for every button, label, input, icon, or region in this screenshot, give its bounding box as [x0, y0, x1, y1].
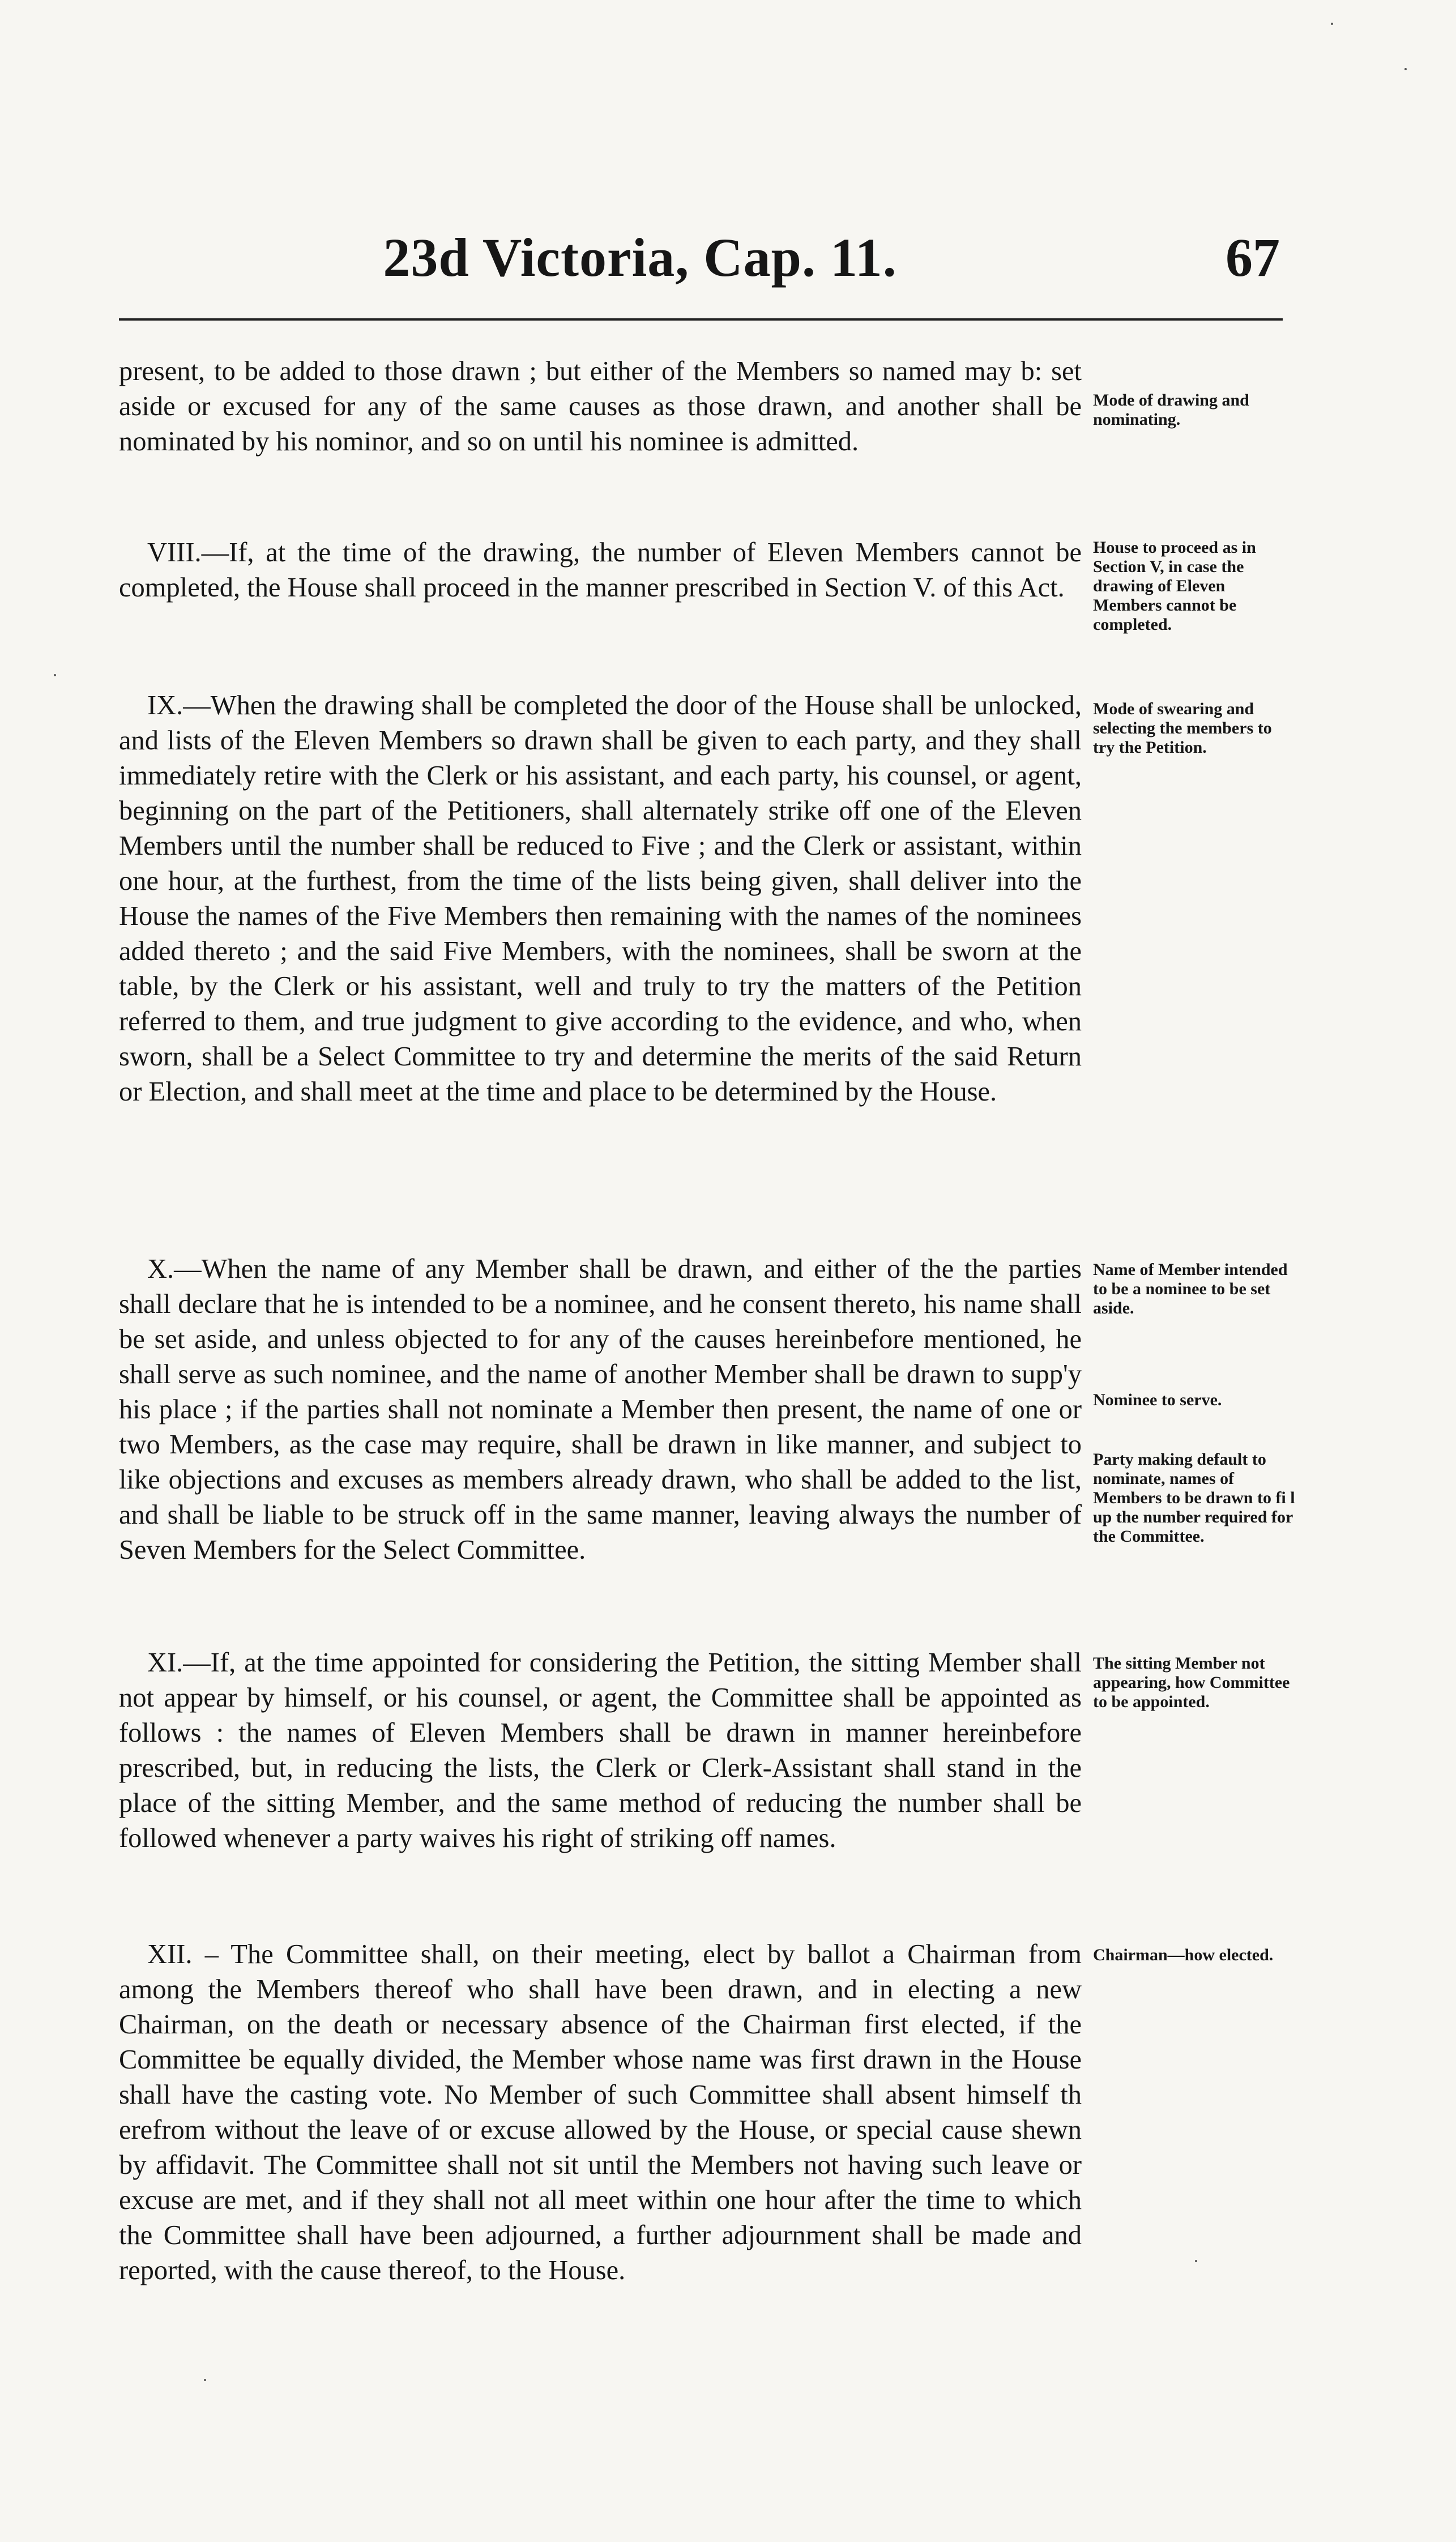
section-text: present, to be added to those drawn ; but either of the Members so named may b: set aside or excused for any of the same causes as those drawn, and another shall be nominated by his nominor, and so on until his nominee is admitted. [119, 356, 1082, 457]
marginal-note: Party making default to nominate, names of Members to be drawn to fi l up the number required for the Committee. [1093, 1450, 1295, 1546]
marginal-note: Name of Member intended to be a nominee to be set aside. [1093, 1260, 1288, 1317]
paper-speck [1331, 23, 1333, 25]
section-viii [119, 535, 1082, 605]
marginal-note: House to proceed as in Section V, in case the drawing of Eleven Members cannot be completed. [1093, 538, 1256, 634]
section-vii-continued [119, 354, 1082, 459]
section-text: VIII.—If, at the time of the drawing, the number of Eleven Members cannot be completed, the House shall proceed in the manner prescribed in Section V. of this Act. [119, 538, 1082, 603]
paper-speck [204, 2379, 206, 2381]
section-xii [119, 1937, 1082, 2288]
page-number: 67 [1226, 227, 1280, 288]
section-text: XI.—If, at the time appointed for considering the Petition, the sitting Member shall not appear by himself, or his counsel, or agent, the Committee shall be appointed as follows : the names of Eleven Members shall be drawn in manner hereinbefore prescribed, but, in reducing the lists, the Clerk or Clerk-Assistant shall stand in the place of the sitting Member, and the same method of reducing the number shall be followed whenever a party waives his right of striking off names. [119, 1648, 1082, 1853]
section-text: X.—When the name of any Member shall be drawn, and either of the the parties shall declare that he is intended to be a nominee, and he consent thereto, his name shall be set aside, and unless objected to for any of the causes hereinbefore mentioned, he shall serve as such nominee, and the name of another Member shall be drawn to supp'y his place ; if the parties shall not nominate a Member then present, the name of one or two Members, as the case may require, shall be drawn in like manner, and subject to like objections and excuses as members already drawn, who shall be added to the list, and shall be liable to be struck off in the same manner, leaving always the number of Seven Members for the Select Committee. [119, 1254, 1082, 1565]
marginal-note: Mode of drawing and nominating. [1093, 391, 1249, 429]
paper-speck [1195, 2260, 1197, 2262]
paper-speck [54, 674, 56, 676]
marginal-note: Chairman—how elected. [1093, 1946, 1274, 1964]
section-ix [119, 688, 1082, 1110]
section-xi [119, 1645, 1082, 1856]
marginal-note: Mode of swearing and selecting the members to try the Petition. [1093, 700, 1272, 757]
page-header [119, 227, 1280, 300]
section-text: XII. – The Committee shall, on their meeting, elect by ballot a Chairman from among the Members thereof who shall have been drawn, and in electing a new Chairman, on the death or necessary absence of the Chairman first elected, if the Committee be equally divided, the Member whose name was first drawn in the House shall have the casting vote. No Member of such Committee shall absent himself th erefrom without the leave of or excuse allowed by the House, or special cause shewn by affidavit. The Committee shall not sit until the Members not having such leave or excuse are met, and if they shall not all meet within one hour after the time to which the Committee shall have been adjourned, a further adjournment shall be made and reported, with the cause thereof, to the House. [119, 1939, 1082, 2285]
marginal-note: Nominee to serve. [1093, 1391, 1222, 1409]
marginal-note: The sitting Member not appearing, how Committee to be appointed. [1093, 1654, 1290, 1711]
paper-speck [1404, 68, 1407, 70]
section-text: IX.—When the drawing shall be completed the door of the House shall be unlocked, and lists of the Eleven Members so drawn shall be given to each party, and they shall immediately retire with the Clerk or his assistant, and each party, his counsel, or agent, beginning on the part of the Petitioners, shall alternately strike off one of the Eleven Members until the number shall be reduced to Five ; and the Clerk or assistant, within one hour, at the furthest, from the time of the lists being given, shall deliver into the House the names of the Five Members then remaining with the names of the nominees added thereto ; and the said Five Members, with the nominees, shall be sworn at the table, by the Clerk or his assistant, well and truly to try the matters of the Petition referred to them, and true judgment to give according to the evidence, and who, when sworn, shall be a Select Committee to try and determine the merits of the said Return or Election, and shall meet at the time and place to be determined by the House. [119, 690, 1082, 1107]
section-x [119, 1252, 1082, 1568]
running-title: 23d Victoria, Cap. 11. [383, 227, 897, 288]
header-rule [119, 318, 1283, 321]
